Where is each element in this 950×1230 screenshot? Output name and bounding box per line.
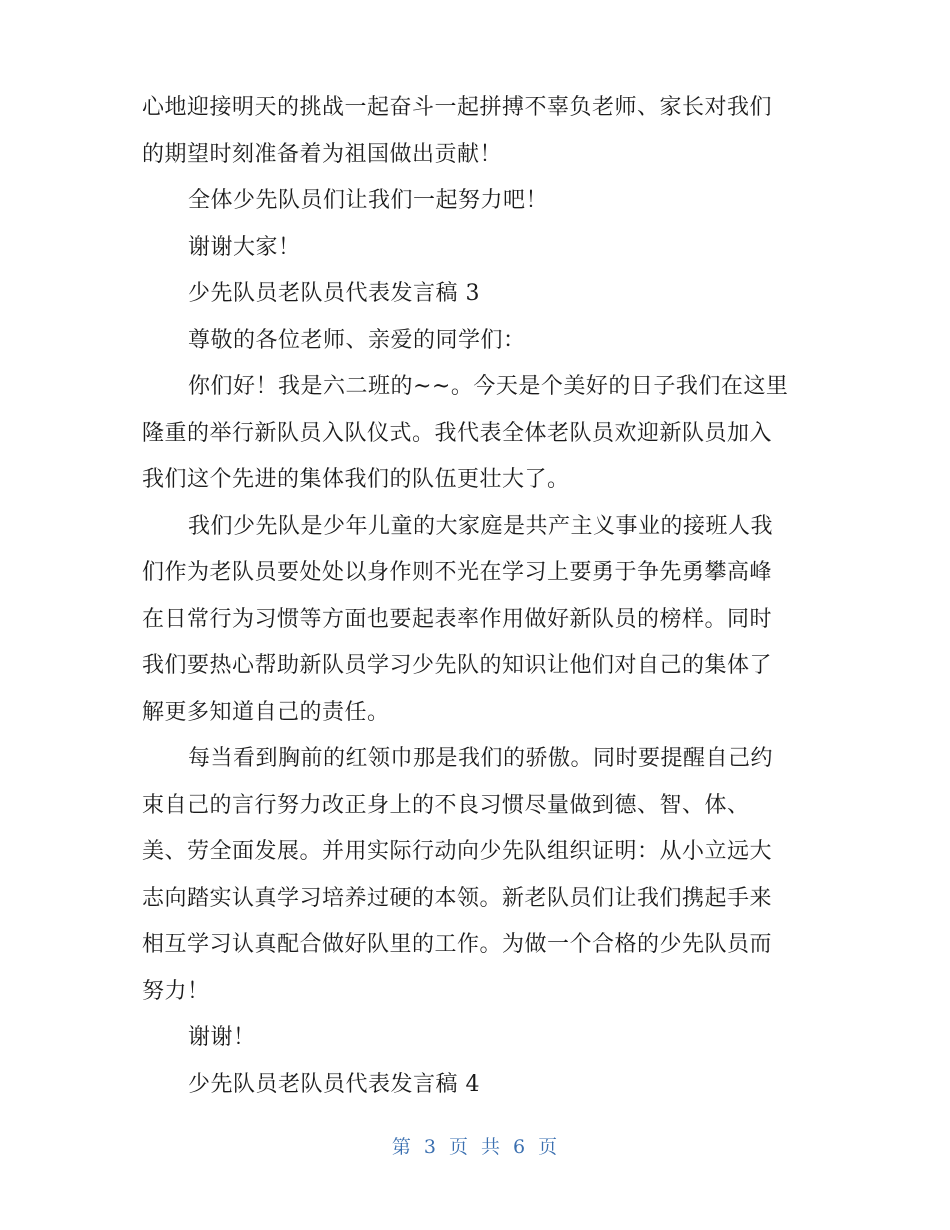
paragraph xyxy=(142,504,792,737)
page-label-suffix: 页 xyxy=(538,1136,559,1158)
text-line: 我们这个先进的集体我们的队伍更壮大了。 xyxy=(142,467,570,492)
text-line: 谢谢！ xyxy=(188,1025,256,1050)
text-line: 少先队员老队员代表发言稿 3 xyxy=(188,281,480,306)
paragraph xyxy=(142,364,792,504)
text-line: 美、劳全面发展。并用实际行动向少先队组织证明：从小立远大 xyxy=(142,839,773,864)
document-body xyxy=(142,85,792,1108)
text-line: 尊敬的各位老师、亲爱的同学们： xyxy=(188,327,526,353)
text-line: 谢谢大家！ xyxy=(188,234,301,260)
page-total-prefix: 共 xyxy=(481,1136,502,1158)
text-line: 隆重的举行新队员入队仪式。我代表全体老队员欢迎新队员加入 xyxy=(142,420,773,446)
text-line: 在日常行为习惯等方面也要起表率作用做好新队员的榜样。同时 xyxy=(142,606,773,632)
page-total-number: 6 xyxy=(513,1136,527,1158)
page-label-prefix: 第 xyxy=(391,1136,412,1158)
page-label-mid: 页 xyxy=(448,1136,469,1158)
text-line: 束自己的言行努力改正身上的不良习惯尽量做到德、智、体、 xyxy=(142,792,750,818)
paragraph xyxy=(142,225,792,272)
text-line: 少先队员老队员代表发言稿 4 xyxy=(188,1071,480,1097)
text-line: 心地迎接明天的挑战一起奋斗一起拼搏不辜负老师、家长对我们 xyxy=(142,95,773,120)
paragraph xyxy=(142,736,792,1015)
paragraph xyxy=(142,1062,792,1109)
paragraph xyxy=(142,271,792,318)
text-line: 努力！ xyxy=(142,978,210,1004)
text-line: 每当看到胸前的红领巾那是我们的骄傲。同时要提醒自己约 xyxy=(188,746,774,771)
text-line: 我们要热心帮助新队员学习少先队的知识让他们对自己的集体了 xyxy=(142,653,773,678)
text-line: 志向踏实认真学习培养过硬的本领。新老队员们让我们携起手来 xyxy=(142,885,773,911)
paragraph xyxy=(142,1015,792,1062)
text-line: 们作为老队员要处处以身作则不光在学习上要勇于争先勇攀高峰 xyxy=(142,560,773,585)
text-line: 我们少先队是少年儿童的大家庭是共产主义事业的接班人我 xyxy=(188,513,774,539)
text-line: 解更多知道自己的责任。 xyxy=(142,699,390,725)
text-line: 的期望时刻准备着为祖国做出贡献！ xyxy=(142,141,503,167)
page-current-number: 3 xyxy=(423,1136,437,1158)
paragraph xyxy=(142,318,792,365)
paragraph xyxy=(142,85,792,178)
text-line: 全体少先队员们让我们一起努力吧！ xyxy=(188,188,549,213)
text-line: 相互学习认真配合做好队里的工作。为做一个合格的少先队员而 xyxy=(142,932,773,957)
text-line: 你们好！我是六二班的~~。今天是个美好的日子我们在这里 xyxy=(188,374,789,399)
paragraph xyxy=(142,178,792,225)
page-footer xyxy=(0,1132,950,1159)
